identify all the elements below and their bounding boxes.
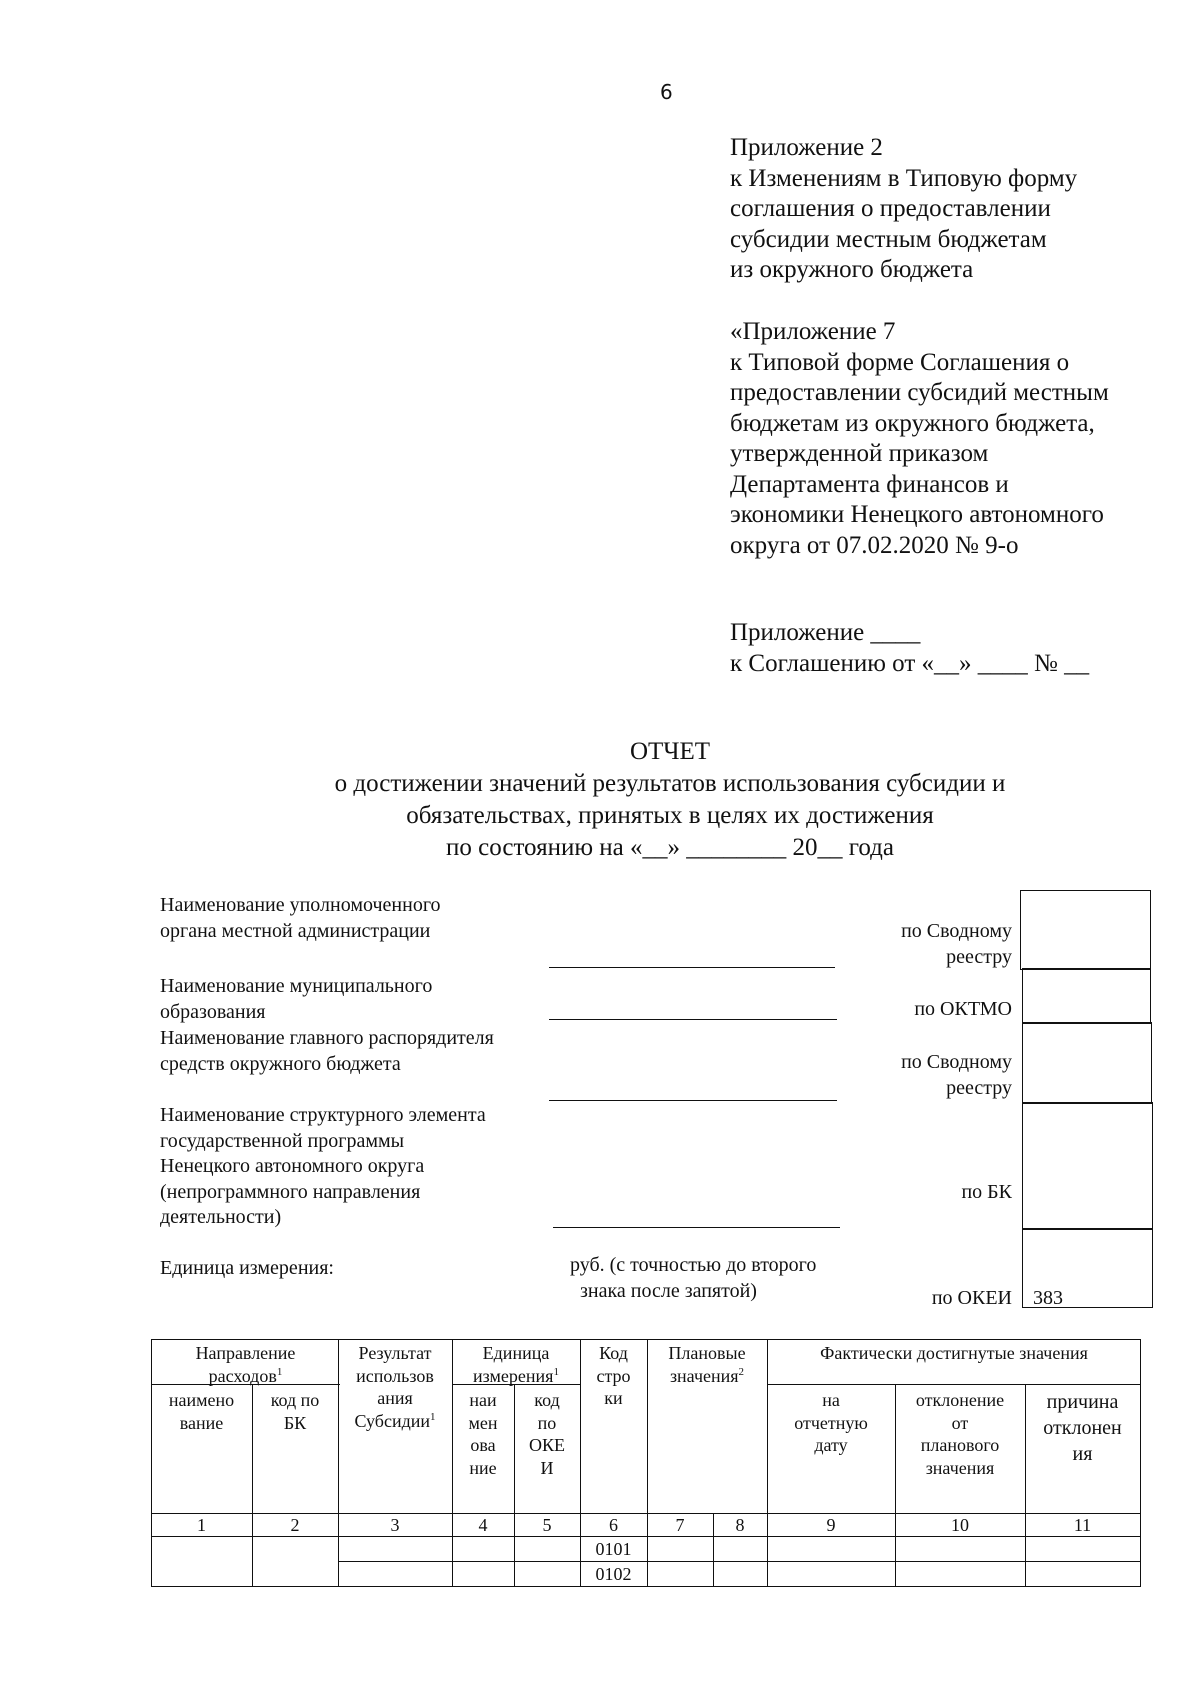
appendix-2-line: экономики Ненецкого автономного — [730, 501, 1104, 528]
program-element-field-line[interactable] — [553, 1227, 840, 1228]
header-planned-line: значения — [669, 1365, 739, 1386]
header-actual-date — [767, 1389, 895, 1457]
main-manager-label-line: Наименование главного распорядителя — [160, 1027, 494, 1049]
header-actual-deviation — [895, 1389, 1025, 1479]
header-planned — [647, 1342, 767, 1387]
column-number: 4 — [478, 1515, 488, 1535]
header-result — [338, 1342, 452, 1432]
header-actual: Фактически достигнутые значения — [820, 1343, 1088, 1363]
header-actual-deviation-line: планового — [920, 1435, 1000, 1455]
header-direction-line: Направление — [195, 1343, 296, 1363]
report-heading: ОТЧЕТ — [629, 738, 711, 765]
footnote-mark: 1 — [276, 1365, 283, 1378]
header-direction-code — [252, 1389, 338, 1434]
appendix-1-line: соглашения о предоставлении — [730, 195, 1051, 222]
header-actual-date-line: дату — [814, 1435, 848, 1455]
appendix-2-line: утвержденной приказом — [730, 440, 989, 467]
header-unit-name-line: ние — [469, 1457, 497, 1478]
table-row-divider — [338, 1561, 1141, 1562]
appendix-1-line: из окружного бюджета — [730, 256, 974, 283]
unit-value-line: знака после запятой) — [580, 1279, 757, 1302]
program-element-label-line: (непрограммного направления — [160, 1180, 421, 1203]
column-number: 7 — [675, 1515, 685, 1535]
appendix-2-line: предоставлении субсидий местным — [730, 379, 1109, 406]
header-unit-name-line: мен — [468, 1412, 498, 1433]
program-element-label-line: государственной программы — [160, 1129, 405, 1152]
column-number: 5 — [542, 1515, 552, 1535]
header-result-line: Результат — [358, 1343, 432, 1363]
header-unit-code-line: ОКЕ — [529, 1435, 565, 1455]
appendix-3-line: к Соглашению от «__» ____ № __ — [730, 649, 1090, 677]
header-row-code-line: ки — [604, 1388, 623, 1408]
header-direction-name-line: вание — [179, 1412, 224, 1433]
municipality-label-line: образования — [160, 1000, 266, 1023]
footnote-mark: 2 — [738, 1365, 745, 1378]
header-direction-line: расходов — [208, 1365, 277, 1386]
svod-registry-2-code-box[interactable] — [1022, 1022, 1152, 1104]
header-direction-code-line: код по — [270, 1390, 320, 1410]
authority-label — [160, 893, 441, 944]
header-direction-name-line: наимено — [168, 1390, 235, 1410]
svod-registry-2-label — [790, 1050, 1012, 1101]
header-unit — [452, 1342, 580, 1387]
oktmo-label: по ОКТМО — [914, 998, 1012, 1020]
appendix-2-line: «Приложение 7 — [730, 318, 896, 345]
appendix-2-line: бюджетам из окружного бюджета, — [730, 409, 1095, 437]
column-number: 8 — [735, 1515, 745, 1535]
svod-registry-1-line: по Сводному — [901, 920, 1012, 942]
footnote-mark: 1 — [430, 1410, 436, 1423]
header-actual-date-line: на — [822, 1390, 840, 1410]
header-result-line: ания — [377, 1388, 413, 1408]
report-title — [0, 736, 1200, 864]
table-border-top — [151, 1339, 1141, 1340]
header-actual-date-line: отчетную — [794, 1412, 868, 1433]
header-direction-name — [151, 1389, 252, 1434]
unit-label: Единица измерения: — [160, 1257, 334, 1279]
header-unit-name — [452, 1389, 514, 1479]
header-row-code-line: Код — [599, 1343, 628, 1363]
appendix-1-line: Приложение 2 — [730, 134, 883, 161]
appendix-3-line: Приложение ____ — [730, 619, 921, 646]
svod-registry-2-line: по Сводному — [901, 1051, 1012, 1073]
table-header-divider — [767, 1384, 1141, 1385]
appendix-1-line: к Изменениям в Типовую форму — [730, 164, 1078, 192]
report-date-line: по состоянию на «__» ________ 20__ года — [446, 834, 894, 861]
header-unit-code-line: по — [537, 1412, 557, 1433]
bk-code-box[interactable] — [1022, 1102, 1153, 1230]
column-number: 6 — [609, 1515, 618, 1535]
program-element-label-line: деятельности) — [160, 1206, 282, 1228]
unit-value — [570, 1253, 816, 1304]
header-unit-code-line: код — [534, 1390, 560, 1410]
program-element-label-line: Наименование структурного элемента — [160, 1104, 486, 1126]
okei-value: 383 — [1033, 1287, 1063, 1309]
appendix-1-line: субсидии местным бюджетам — [730, 225, 1047, 253]
municipality-label — [160, 974, 432, 1025]
authority-label-line: органа местной администрации — [160, 919, 431, 942]
header-planned-line: Плановые — [668, 1343, 746, 1363]
header-actual-reason-line: ия — [1072, 1443, 1093, 1465]
appendix-2-line: округа от 07.02.2020 № 9-о — [730, 531, 1019, 559]
municipality-label-line: Наименование муниципального — [160, 975, 433, 997]
table-border-bottom — [151, 1586, 1141, 1587]
column-number: 11 — [1073, 1515, 1092, 1535]
page-number: 6 — [660, 80, 673, 104]
appendix-block-2 — [730, 317, 1109, 561]
appendix-block-1 — [730, 133, 1077, 286]
okei-label: по ОКЕИ — [931, 1287, 1012, 1309]
column-number: 9 — [826, 1515, 836, 1535]
program-element-label — [160, 1103, 486, 1231]
oktmo-code-box[interactable] — [1022, 968, 1151, 1024]
header-actual-reason-line: отклонен — [1043, 1417, 1122, 1439]
table-col-divider — [767, 1339, 768, 1586]
column-number: 1 — [197, 1515, 206, 1535]
header-unit-name-line: ова — [470, 1435, 496, 1455]
column-number: 2 — [290, 1515, 300, 1535]
appendix-2-line: к Типовой форме Соглашения о — [730, 348, 1070, 376]
header-unit-code — [514, 1389, 580, 1479]
authority-label-line: Наименование уполномоченного — [160, 894, 441, 916]
header-actual-deviation-line: отклонение — [915, 1390, 1005, 1410]
unit-value-line: руб. (с точностью до второго — [570, 1254, 817, 1276]
main-manager-label — [160, 1026, 494, 1077]
header-direction — [151, 1342, 340, 1387]
bk-label: по БК — [961, 1181, 1012, 1203]
report-title-line: обязательствах, принятых в целях их достижения — [406, 802, 934, 829]
svod-registry-1-code-box[interactable] — [1020, 890, 1151, 970]
header-actual-deviation-line: от — [951, 1412, 969, 1433]
header-unit-name-line: наи — [469, 1390, 497, 1410]
header-row-code-line: стро — [596, 1365, 631, 1386]
header-actual-deviation-line: значения — [925, 1457, 995, 1478]
header-actual-reason-line: причина — [1046, 1391, 1119, 1413]
header-actual-reason — [1025, 1389, 1140, 1467]
column-number: 10 — [951, 1515, 969, 1535]
header-result-line: использов — [356, 1365, 434, 1386]
appendix-2-line: Департамента финансов и — [730, 470, 1009, 498]
row-code: 0102 — [595, 1564, 632, 1584]
header-direction-code-line: БК — [283, 1412, 307, 1433]
program-element-label-line: Ненецкого автономного округа — [160, 1155, 425, 1177]
header-unit-line: измерения — [473, 1365, 554, 1386]
header-unit-code-line: И — [540, 1457, 554, 1478]
appendix-block-3 — [730, 618, 1089, 679]
table-border-right — [1140, 1339, 1141, 1586]
row-code: 0101 — [595, 1539, 632, 1559]
svod-registry-1-line: реестру — [946, 945, 1012, 968]
report-title-line: о достижении значений результатов использования субсидии и — [334, 770, 1006, 797]
svod-registry-1-label — [790, 919, 1012, 970]
column-number: 3 — [390, 1515, 400, 1535]
header-result-line: Субсидии — [354, 1410, 431, 1431]
header-unit-line: Единица — [482, 1343, 550, 1363]
footnote-mark: 1 — [553, 1365, 559, 1378]
main-manager-label-line: средств окружного бюджета — [160, 1052, 401, 1075]
svod-registry-2-line: реестру — [946, 1076, 1012, 1099]
header-row-code — [580, 1342, 647, 1410]
